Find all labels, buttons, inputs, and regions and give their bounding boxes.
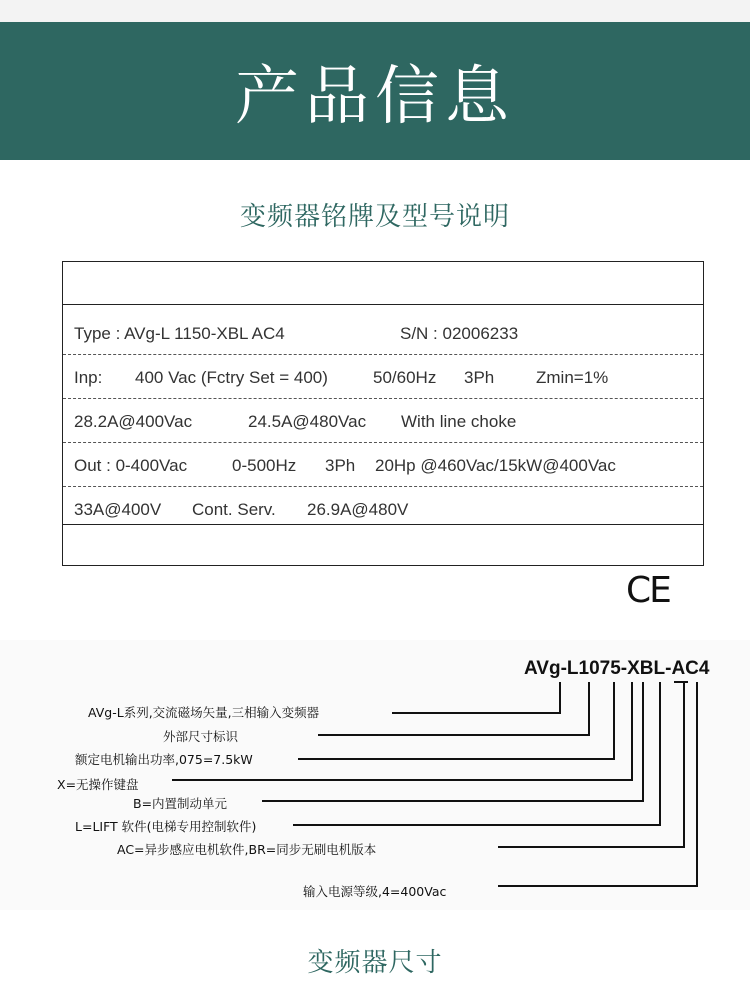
out-phase: 3Ph xyxy=(325,456,356,475)
connector-line xyxy=(498,682,684,847)
line-choke: With line choke xyxy=(401,412,517,431)
current-480: 24.5A@480Vac xyxy=(248,412,367,431)
legend-keypad: X=无操作键盘 xyxy=(57,777,139,792)
legend-series: AVg-L系列,交流磁场矢量,三相输入变频器 xyxy=(88,705,320,720)
out-frequency: 0-500Hz xyxy=(232,456,297,475)
type-text: Type : AVg-L 1150-XBL AC4 xyxy=(74,324,285,343)
legend-motor-type: AC=异步感应电机软件,BR=同步无刷电机版本 xyxy=(117,842,377,857)
connector-line xyxy=(392,682,560,713)
ce-mark: CE xyxy=(626,570,670,611)
out-power: 20Hp @460Vac/15kW@400Vac xyxy=(375,456,616,475)
connector-line xyxy=(293,682,660,825)
inp-zmin: Zmin=1% xyxy=(536,368,609,387)
out-current-480: 26.9A@480V xyxy=(307,500,409,519)
legend-power: 额定电机输出功率,075=7.5kW xyxy=(75,752,253,767)
out-voltage: Out : 0-400Vac xyxy=(74,456,188,475)
model-code: AVg-L1075-XBL-AC4 xyxy=(524,658,710,679)
connector-line xyxy=(318,682,589,735)
inp-label: Inp: xyxy=(74,368,103,387)
legend-brake: B=内置制动单元 xyxy=(133,796,228,811)
connector-line xyxy=(172,682,632,780)
inp-frequency: 50/60Hz xyxy=(373,368,437,387)
current-400: 28.2A@400Vac xyxy=(74,412,193,431)
serial-text: S/N : 02006233 xyxy=(400,324,519,343)
nameplate-section-title: 变频器铭牌及型号说明 xyxy=(239,202,510,232)
out-current-400: 33A@400V xyxy=(74,500,162,519)
connector-line xyxy=(262,682,643,801)
legend-frame-size: 外部尺寸标识 xyxy=(163,729,239,744)
product-info-banner: 产品信息 xyxy=(0,22,750,160)
legend-supply: 输入电源等级,4=400Vac xyxy=(303,884,447,899)
continuous-service: Cont. Serv. xyxy=(192,500,276,519)
connector-line xyxy=(298,682,614,759)
dimensions-section-title: 变频器尺寸 xyxy=(307,948,443,978)
legend-software: L=LIFT 软件(电梯专用控制软件) xyxy=(75,819,257,834)
inp-phase: 3Ph xyxy=(464,368,495,387)
inp-voltage: 400 Vac (Fctry Set = 400) xyxy=(135,368,328,387)
